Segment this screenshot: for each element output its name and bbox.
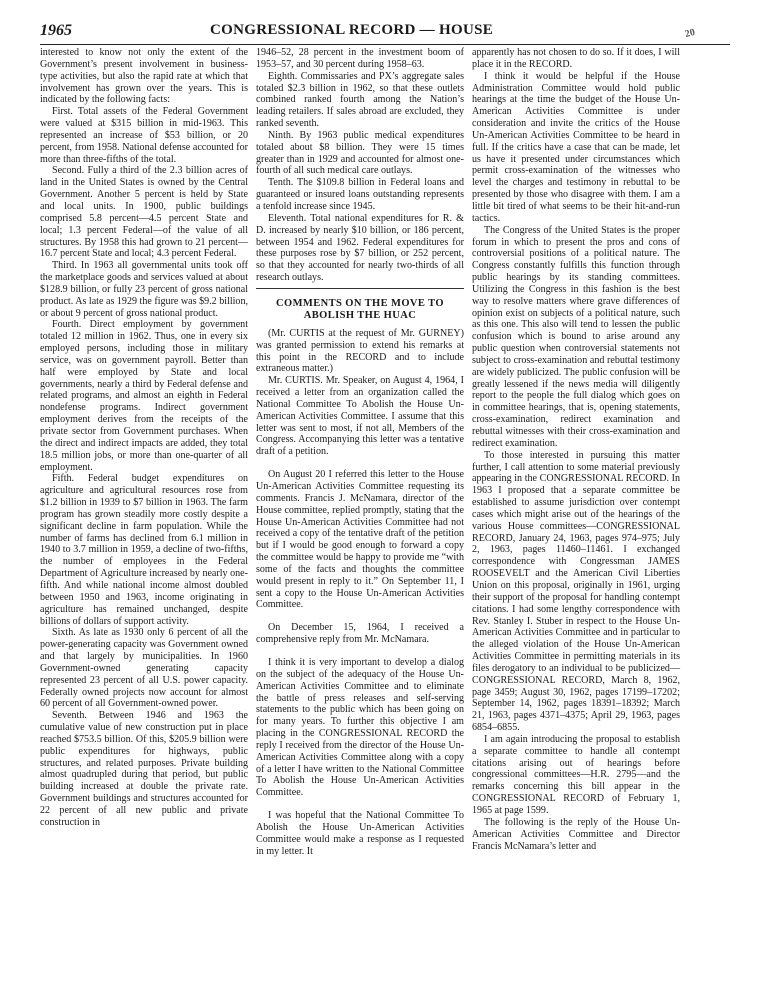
paragraph: I am again introducing the proposal to establish a separate committee to handle all contempt citations arising out of hearings before congressional committees—H.R. 2795—and the remarks concerning this bill appear in the CONGRESSIONAL RECORD of February 1, 1965 at page 1599.	[472, 733, 680, 816]
margin-note: 20	[683, 26, 697, 41]
paragraph: Seventh. Between 1946 and 1963 the cumulative value of new construction put in place reached $753.5 billion. Of this, $205.9 billion were public expenditures for highways, public structures, and related purposes. Private building almost quadrupled during that period, but public building increased at double the private rate. Government buildings and structures accounted for 22 percent of all new public and private construction in	[40, 710, 248, 828]
paragraph: Eleventh. Total national expenditures for R. & D. increased by nearly $10 billion, or 186 percent, between 1954 and 1962. Federal expenditures for these purposes rose by $7 billion, or 252 percent, so that they accounted for nearly two-thirds of all research outlays.	[256, 212, 464, 284]
paragraph: The following is the reply of the House Un-American Activities Committee and Director Francis McNamara’s letter and	[472, 816, 680, 852]
page-number: 1965	[40, 22, 72, 39]
paragraph: Fifth. Federal budget expenditures on agriculture and agricultural resources rose from $1.2 billion in 1939 to $7 billion in 1963. The farm program has grown steadily more costly despite a significant decline in farm population. While the number of farms has declined from 6.1 million in 1940 to 3.7 million in 1959, a decline of two-fifths, the number of employees in the Federal Department of Agriculture increased by nearly one-fifth. And while national income almost doubled between 1950 and 1963, income originating in agriculture has remained unchanged, despite billions of dollars of support activity.	[40, 473, 248, 627]
paragraph: On December 15, 1964, I received a comprehensive reply from Mr. McNamara.	[256, 622, 464, 646]
running-head: CONGRESSIONAL RECORD — HOUSE	[210, 22, 494, 38]
paragraph: Tenth. The $109.8 billion in Federal loans and guaranteed or insured loans outstanding represents a tenfold increase since 1945.	[256, 177, 464, 212]
paragraph: apparently has not chosen to do so. If it does, I will place it in the RECORD.	[472, 47, 680, 70]
section-divider	[256, 288, 464, 289]
paragraph: Eighth. Commissaries and PX’s aggregate sales totaled $2.3 billion in 1962, so that these outlets combined ranked fourth among the Nation’s leading retailers. If sales abroad are excluded, they ranked seventh.	[256, 70, 464, 130]
column-right	[472, 47, 680, 852]
paragraph: Sixth. As late as 1930 only 6 percent of all the power-generating capacity was Government owned and that largely by municipalities. In 1960 Government-owned generating capacity represented 23 percent of all U.S. power capacity. Federally owned projects now account for almost 60 percent of all Government-owned power.	[40, 627, 248, 710]
paragraph: Fourth. Direct employment by government totaled 12 million in 1962. Thus, one in every six employed persons, including those in military service, was on government payroll. Better than half were employed by State and local governments, nearly a third by Federal defense and related programs, and almost an eighth in Federal nondefense programs. Indirect government employment derives from the receipts of the private sector from Government purchases. When the direct and indirect impacts are added, they total 18.5 million jobs, or more than one-quarter of all employment.	[40, 319, 248, 473]
column-left	[40, 47, 248, 829]
paragraph: interested to know not only the extent of the Government’s present involvement in business-type activities, but also the rapid rate at which that involvement has grown over the years. This is indicated by the following facts:	[40, 47, 248, 106]
paragraph: Mr. CURTIS. Mr. Speaker, on August 4, 1964, I received a letter from an organization called the National Committee To Abolish the House Un-American Activities Committee. I assume that this letter was sent to most, if not all, Members of the Congress. Accompanying this letter was a tentative draft of a petition.	[256, 375, 464, 458]
paragraph: I think it would be helpful if the House Administration Committee would hold public hearings at the time the budget of the House Un-American Activities Committee is under consideration and invite the critics of the House Un-American Activities Committee to be heard in full. If the critics have a case that can be made, let us have it presented under circumstances which permit cross-examination of the witnesses who level the charges and testimony in rebuttal to be presented by those who disagree with them. I am a little bit tired of what seems to be their hit-and-run tactics.	[472, 70, 680, 224]
paragraph: Third. In 1963 all governmental units took off the marketplace goods and services valued at about $128.9 billion, or fully 23 percent of gross national product. As late as 1929 the figure was $9.2 billion, or about 9 percent of gross national product.	[40, 260, 248, 319]
paragraph: 1946–52, 28 percent in the investment boom of 1953–57, and 30 percent during 1958–63.	[256, 47, 464, 70]
paragraph: Second. Fully a third of the 2.3 billion acres of land in the United States is owned by the Central Government. Another 5 percent is held by State and local units. In 1900, public buildings comprised 5.8 percent—4.5 percent State and local; 1.3 percent Federal—of the value of all structures. By 1958 this had grown to 21 percent—16.7 percent State and local; 4.3 percent Federal.	[40, 165, 248, 260]
page-header	[40, 22, 730, 45]
paragraph: First. Total assets of the Federal Government were valued at $315 billion in mid-1963. This represented an increase of $53 billion, or 20 percent, from 1958. National defense accounted for more than three-fifths of the total.	[40, 106, 248, 165]
paragraph: I think it is very important to develop a dialog on the subject of the adequacy of the House Un-American Activities Committee and to eliminate the battle of press releases and self-serving statements to the public which has been going on for many years. To further this objective I am placing in the CONGRESSIONAL RECORD the reply I received from the director of the House Un-American Activities Committee along with a copy of a letter I have written to the National Committee To Abolish the House Un-American Activities Committee.	[256, 656, 464, 799]
paragraph: (Mr. CURTIS at the request of Mr. GURNEY) was granted permission to extend his remarks at this point in the RECORD and to include extraneous matter.)	[256, 327, 464, 375]
paragraph: To those interested in pursuing this matter further, I call attention to some material previously appearing in the CONGRESSIONAL RECORD. In 1963 I proposed that a separate committee be established to assume jurisdiction over contempt cases which might arise out of the hearings of the various House committees—CONGRESSIONAL RECORD, January 24, 1963, pages 974–975; July 2, 1963, pages 11460–11461. I exchanged correspondence with Congressman JAMES ROOSEVELT and the American Civil Liberties Union on this proposal, originally in 1961, urging their support of the proposal for handling contempt citations. I had some lengthy correspondence with Rev. Stanley I. Stuber in respect to the House Un-American Activities Committee and in particular to the alleged violation of the House Un-American Activities Committee in permitting materials in its files derogatory to an individual to be publicized—CONGRESSIONAL RECORD, March 8, 1962, page 3459; August 30, 1962, pages 17199–17202; September 14, 1962, pages 18391–18392; March 21, 1963, pages 4371–4375; April 29, 1963, pages 6854–6855.	[472, 449, 680, 734]
article-title: COMMENTS ON THE MOVE TO ABOLISH THE HUAC	[276, 297, 444, 321]
paragraph: I was hopeful that the National Committee To Abolish the House Un-American Activities Committee would make a response as I requested in my letter. It	[256, 810, 464, 857]
paragraph: On August 20 I referred this letter to the House Un-American Activities Committee requesting its comments. Francis J. McNamara, director of the House committee, replied promptly, stating that the House Un-American Activities Committee had not received a copy of the tentative draft of the petition but if I would be good enough to forward a copy the committee would be happy to provide me “with some of the facts and thoughts the committee would present in reply to it.” On September 11, I sent a copy to the House Un-American Activities Committee.	[256, 469, 464, 611]
column-middle	[256, 47, 464, 857]
paragraph: Ninth. By 1963 public medical expenditures totaled about $8 billion. They were 15 times greater than in 1929 and accounted for almost one-fourth of all such medical care outlays.	[256, 129, 464, 177]
paragraph: The Congress of the United States is the proper forum in which to present the pros and cons of controversial positions of a political nature. The Congress constantly fulfills this function through public hearings by its standing committees. Utilizing the Congress in this fashion is the best way to resolve matters where grave differences of opinion exist on subjects of a political nature, such as this one. This also will tend to lessen the public confusion which is bound to arise around any public question when controversial statements not subject to cross-examination and rebuttal testimony are widely publicized. The public confusion will be greatly lessened if the news media will diligently report to the people the full dialog which goes on in committee hearings, that is, opening statements, cross-examination, redirect examination and rebuttal witnesses with their cross-examination and redirect examination.	[472, 224, 680, 449]
